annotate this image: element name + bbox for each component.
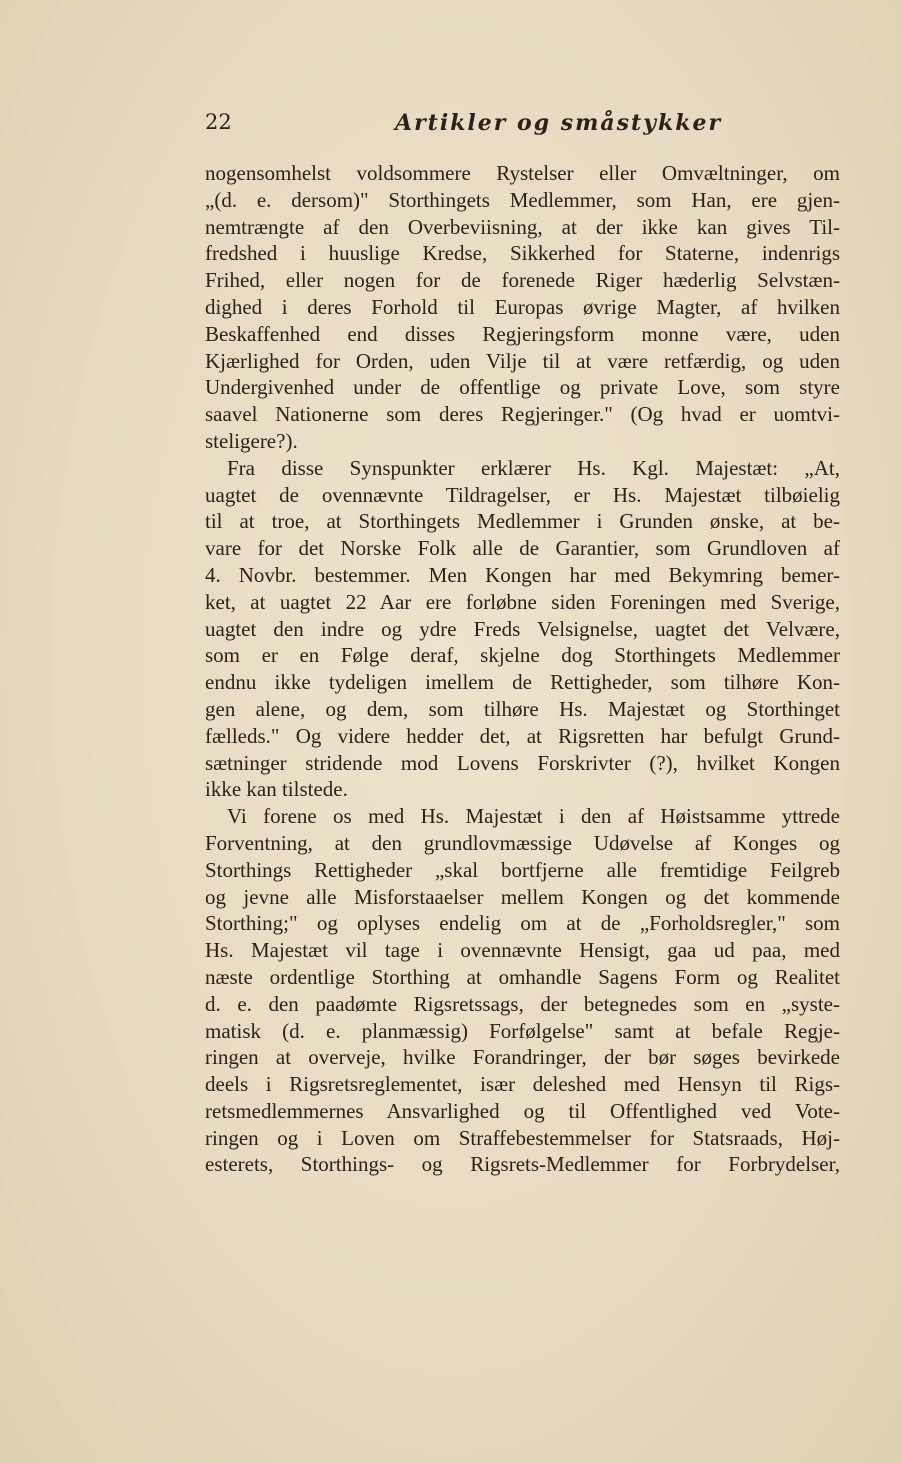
text-line: uagtet den indre og ydre Freds Velsignelse, uagtet det Velvære, (205, 616, 840, 641)
text-line: uagtet de ovennævnte Tildragelser, er Hs. Majestæt tilbøielig (205, 482, 840, 507)
text-line: ringen at overveje, hvilke Forandringer, der bør søges bevirkede (205, 1045, 840, 1070)
text-line: fælleds." Og videre hedder det, at Rigsretten har befulgt Grund- (205, 723, 840, 748)
text-line: Vi forene os med Hs. Majestæt i den af Høistsamme yttrede (227, 804, 840, 829)
text-line: gen alene, og dem, som tilhøre Hs. Majestæt og Storthinget (205, 696, 840, 721)
page-header (205, 110, 840, 144)
text-line: til at troe, at Storthingets Medlemmer i Grunden ønske, at be- (205, 509, 840, 534)
text-line: Forventning, at den grundlovmæssige Udøvelse af Konges og (205, 830, 840, 855)
text-line: saavel Nationerne som deres Regjeringer." (Og hvad er uomtvi- (205, 402, 840, 427)
text-line: „(d. e. dersom)" Storthingets Medlemmer, som Han, ere gjen- (205, 187, 840, 212)
text-line: Frihed, eller nogen for de forenede Riger hæderlig Selvstæn- (205, 268, 840, 293)
text-line: retsmedlemmernes Ansvarlighed og til Offentlighed ved Vote- (205, 1098, 840, 1123)
text-line: dighed i deres Forhold til Europas øvrige Magter, af hvilken (205, 294, 840, 319)
text-line: nogensomhelst voldsommere Rystelser eller Omvæltninger, om (205, 161, 840, 185)
text-line: og jevne alle Misforstaaelser mellem Kongen og det kommende (205, 884, 840, 909)
text-line: deels i Rigsretsreglementet, især deleshed med Hensyn til Rigs- (205, 1072, 840, 1097)
text-line: steligere?). (205, 428, 298, 453)
text-line: nemtrængte af den Overbeviisning, at der ikke kan gives Til- (205, 214, 840, 239)
text-line: ikke kan tilstede. (205, 777, 348, 802)
text-line: esterets, Storthings- og Rigsrets-Medlemmer for Forbrydelser, (205, 1152, 840, 1177)
text-line: næste ordentlige Storthing at omhandle Sagens Form og Realitet (205, 964, 840, 989)
text-line: sætninger stridende mod Lovens Forskrivter (?), hvilket Kongen (205, 750, 840, 775)
text-line: ringen og i Loven om Straffebestemmelser for Statsraads, Høj- (205, 1125, 840, 1150)
text-line: Storthing;" og oplyses endelig om at de „Forholdsregler," som (205, 911, 840, 936)
text-line: som er en Følge deraf, skjelne dog Storthingets Medlemmer (205, 643, 840, 668)
text-line: 4. Novbr. bestemmer. Men Kongen har med Bekymring bemer- (205, 562, 840, 587)
body-text (205, 160, 840, 1178)
text-line: Storthings Rettigheder „skal bortfjerne alle fremtidige Feilgreb (205, 857, 840, 882)
text-line: endnu ikke tydeligen imellem de Rettigheder, som tilhøre Kon- (205, 670, 840, 695)
text-line: Fra disse Synspunkter erklærer Hs. Kgl. Majestæt: „At, (227, 455, 840, 480)
text-line: Hs. Majestæt vil tage i ovennævnte Hensigt, gaa ud paa, med (205, 938, 840, 963)
text-line: Kjærlighed for Orden, uden Vilje til at være retfærdig, og uden (205, 348, 840, 373)
text-line: ket, at uagtet 22 Aar ere forløbne siden Foreningen med Sverige, (205, 589, 840, 614)
text-line: d. e. den paadømte Rigsretssags, der betegnedes som en „syste- (205, 991, 840, 1016)
page-number: 22 (205, 110, 232, 134)
running-title: Artikler og småstykker (395, 110, 723, 136)
text-line: fredshed i huuslige Kredse, Sikkerhed for Staterne, indenrigs (205, 241, 840, 266)
text-line: vare for det Norske Folk alle de Garantier, som Grundloven af (205, 536, 840, 561)
text-line: Undergivenhed under de offentlige og private Love, som styre (205, 375, 840, 400)
text-line: matisk (d. e. planmæssig) Forfølgelse" samt at befale Regje- (205, 1018, 840, 1043)
text-line: Beskaffenhed end disses Regjeringsform monne være, uden (205, 321, 840, 346)
